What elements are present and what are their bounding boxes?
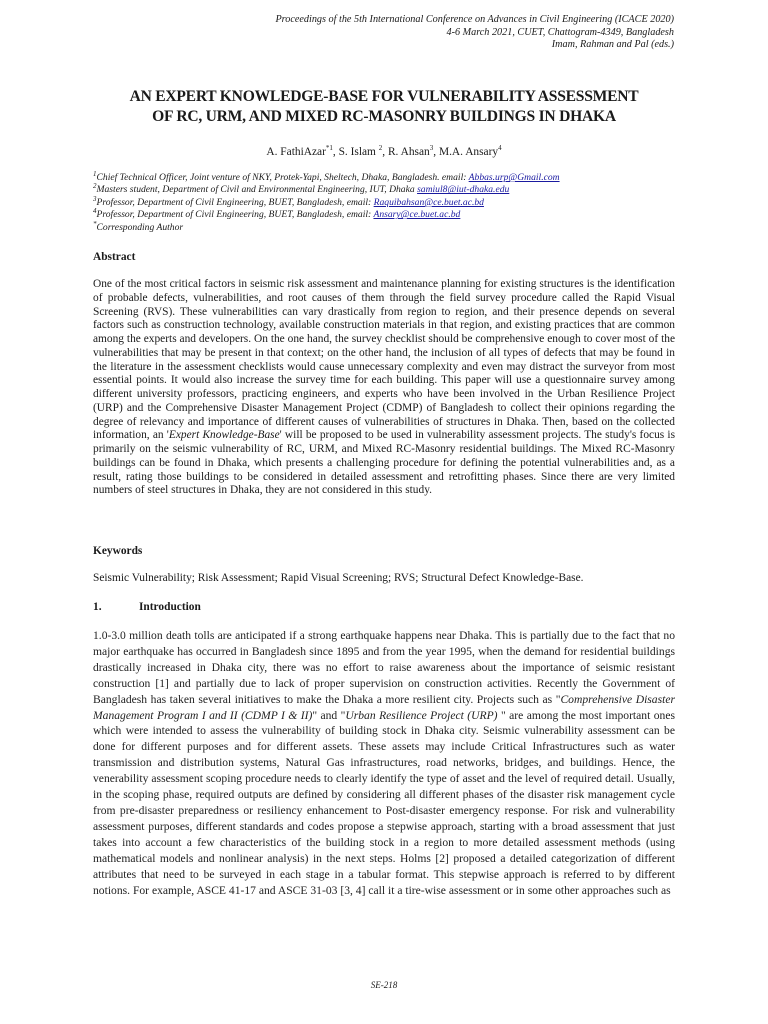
author-superscript: *1 [325,144,333,153]
abstract-text: One of the most critical factors in seismic risk assessment and maintenance planning for existing structures is the identification of probable defects, vulnerabilities, and root causes of them through the field survey procedure called the Rapid Visual Screening (RVS). These vulnerabilities can vary drastically from region to region, and their presence depends on several factors such as construction technology, available construction materials in that region, and existing practices that are common among the experts and developers. On the one hand, the survey checklist should be comprehensive enough to cover most of the vulnerabilities that may be present in that context; on the other hand, the inclusion of all types of defects that may be found in the literature in the assessment checklists would cause unnecessary complexity and even may distract the surveyor from most essential points. It would also increase the survey time for each building. This paper will use a questionnaire survey among different university professors, practicing engineers, and experts who have been involved in the Urban Resilience Project (URP) and the Comprehensive Disaster Management Project (CDMP) of Bangladesh to collect their opinions regarding the degree of relevancy and importance of different causes of vulnerabilities of structures in Dhaka. Then, based on the collected information, an ' [93,278,675,442]
affiliation-item [93,219,560,234]
author-superscript: 2 [378,144,383,153]
title-line-1: AN EXPERT KNOWLEDGE-BASE FOR VULNERABILITY ASSESSMENT [129,88,639,105]
header-line-3: Imam, Rahman and Pal (eds.) [551,39,674,50]
email-link[interactable]: Abbas.urp@Gmail.com [468,172,560,183]
email-link[interactable]: Ansary@ce.buet.ac.bd [373,209,461,221]
proceedings-header [275,14,674,52]
intro-text: 1.0-3.0 million death tolls are anticipated if a strong earthquake happens near Dhaka. This is partially due to the fact that no major earthquake has occurred in Bangladesh since 1895 and from the year 1995, when the demand for residential buildings drastically increased in Dhaka city, there was no effort to raise awareness about the importance of seismic resistant construction [1] and partially due to lack of proper supervision on construction activities. Recently the Government of Bangladesh has taken several initiatives to make the Dhaka a more resilient city. Projects such as " [93,629,675,706]
section-heading-introduction [93,600,201,614]
paper-title [60,87,708,127]
affiliation-item [93,209,560,221]
page-number: SE-218 [370,980,398,990]
intro-emphasis: Urban Resilience Project (URP) [345,708,501,722]
email-link[interactable]: samiul8@iut-dhaka.edu [417,184,510,196]
affiliation-text: Masters student, Department of Civil and Environmental Engineering, IUT, Dhaka [96,184,418,196]
title-line-2: OF RC, URM, AND MIXED RC-MASONRY BUILDINGS IN DHAKA [152,108,616,125]
author-name: R. Ahsan [387,146,430,158]
section-number: 1. [93,601,102,613]
abstract-text: ' will be proposed to be used in vulnerability assessment projects. The study's focus is primarily on the seismic vulnerability of RC, URM, and Mixed RC-Masonry residential buildings. The Mixed RC-Masonry buildings can be found in Dhaka, which presents a challenging procedure for defining the potential vulnerabilities and, as a result, rating those buildings to be considered in detailed assessment and retrofitting phases. Since there are very limited numbers of steel structures in Dhaka, they are not considered in this study. [93,429,676,497]
affiliation-text: Corresponding Author [96,221,184,233]
affiliation-item [93,184,560,196]
author-name: M.A. Ansary [438,146,499,158]
header-line-1: Proceedings of the 5th International Conference on Advances in Civil Engineering (ICACE 2020) [275,14,674,25]
affiliation-superscript: 4 [93,207,97,216]
author-separator: , [332,146,339,158]
keywords-heading: Keywords [93,545,143,557]
affiliation-list [93,169,560,234]
intro-text: " are among the most important ones which were intended to assess the vulnerability of building stock in Dhaka city. Seismic vulnerability assessment can be done for different purposes and for different assets. These assets may include Critical Infrastructures such as water transmission and distribution systems, Natural Gas infrastructures, road networks, bridges, and buildings. Hence, the venerability assessment scoping procedure needs to clearly identify the type of asset and the level of required detail. Usually, in the scoping phase, required outputs are defined by considering all different phases of the disaster risk management cycle from pre-disaster preparedness or resiliency enhancement to Post-disaster emergency response. For risk and vulnerability assessment purposes, different standards and codes propose a stepwise approach, starting with a broad assessment that just takes into account a few characteristics of the building stock in a region to more detailed assessment methods (using mathematical models and nonlinear analysis) in the next steps. Holms [2] proposed a detailed categorization of different attributes that need to be surveyed in each stage in a tabular format. This stepwise approach is referred to by different notions. For example, ASCE 41-17 and ASCE 31-03 [3, 4] call it a tire-wise assessment or in some other approaches such as [93,708,675,897]
header-line-2: 4-6 March 2021, CUET, Chattogram-4349, Bangladesh [446,26,674,38]
intro-text: " and " [312,708,346,722]
section-title: Introduction [139,601,201,613]
author-separator: , [382,146,388,158]
author-superscript: 3 [429,144,434,153]
email-link[interactable]: Raquibahsan@ce.buet.ac.bd [373,196,484,208]
introduction-paragraph [93,628,675,898]
keywords-text: Seismic Vulnerability; Risk Assessment; Rapid Visual Screening; RVS; Structural Defect Knowledge-Base. [93,572,584,584]
abstract-emphasis: Expert Knowledge-Base [168,429,280,442]
affiliation-item [93,194,560,209]
intro-emphasis: Comprehensive Disaster Management Program I and II (CDMP I & II) [93,692,675,722]
author-list [60,145,708,159]
author-superscript: 4 [498,144,502,153]
affiliation-text: Professor, Department of Civil Engineering, BUET, Bangladesh, email: [96,196,374,208]
affiliation-text: Chief Technical Officer, Joint venture of NKY, Protek-Yapi, Sheltech, Dhaka, Bangladesh. email: [96,172,469,183]
author-name: S. Islam [338,146,379,158]
affiliation-item [93,169,560,184]
affiliation-superscript: 3 [93,194,97,203]
affiliation-superscript: * [93,219,97,228]
abstract-paragraph [93,278,675,498]
abstract-heading: Abstract [93,251,136,263]
affiliation-superscript: 2 [93,182,97,191]
affiliation-superscript: 1 [93,169,97,178]
author-name: A. FathiAzar [266,146,326,158]
affiliation-text: Professor, Department of Civil Engineering, BUET, Bangladesh, email: [96,209,374,221]
author-separator: , [433,146,439,158]
